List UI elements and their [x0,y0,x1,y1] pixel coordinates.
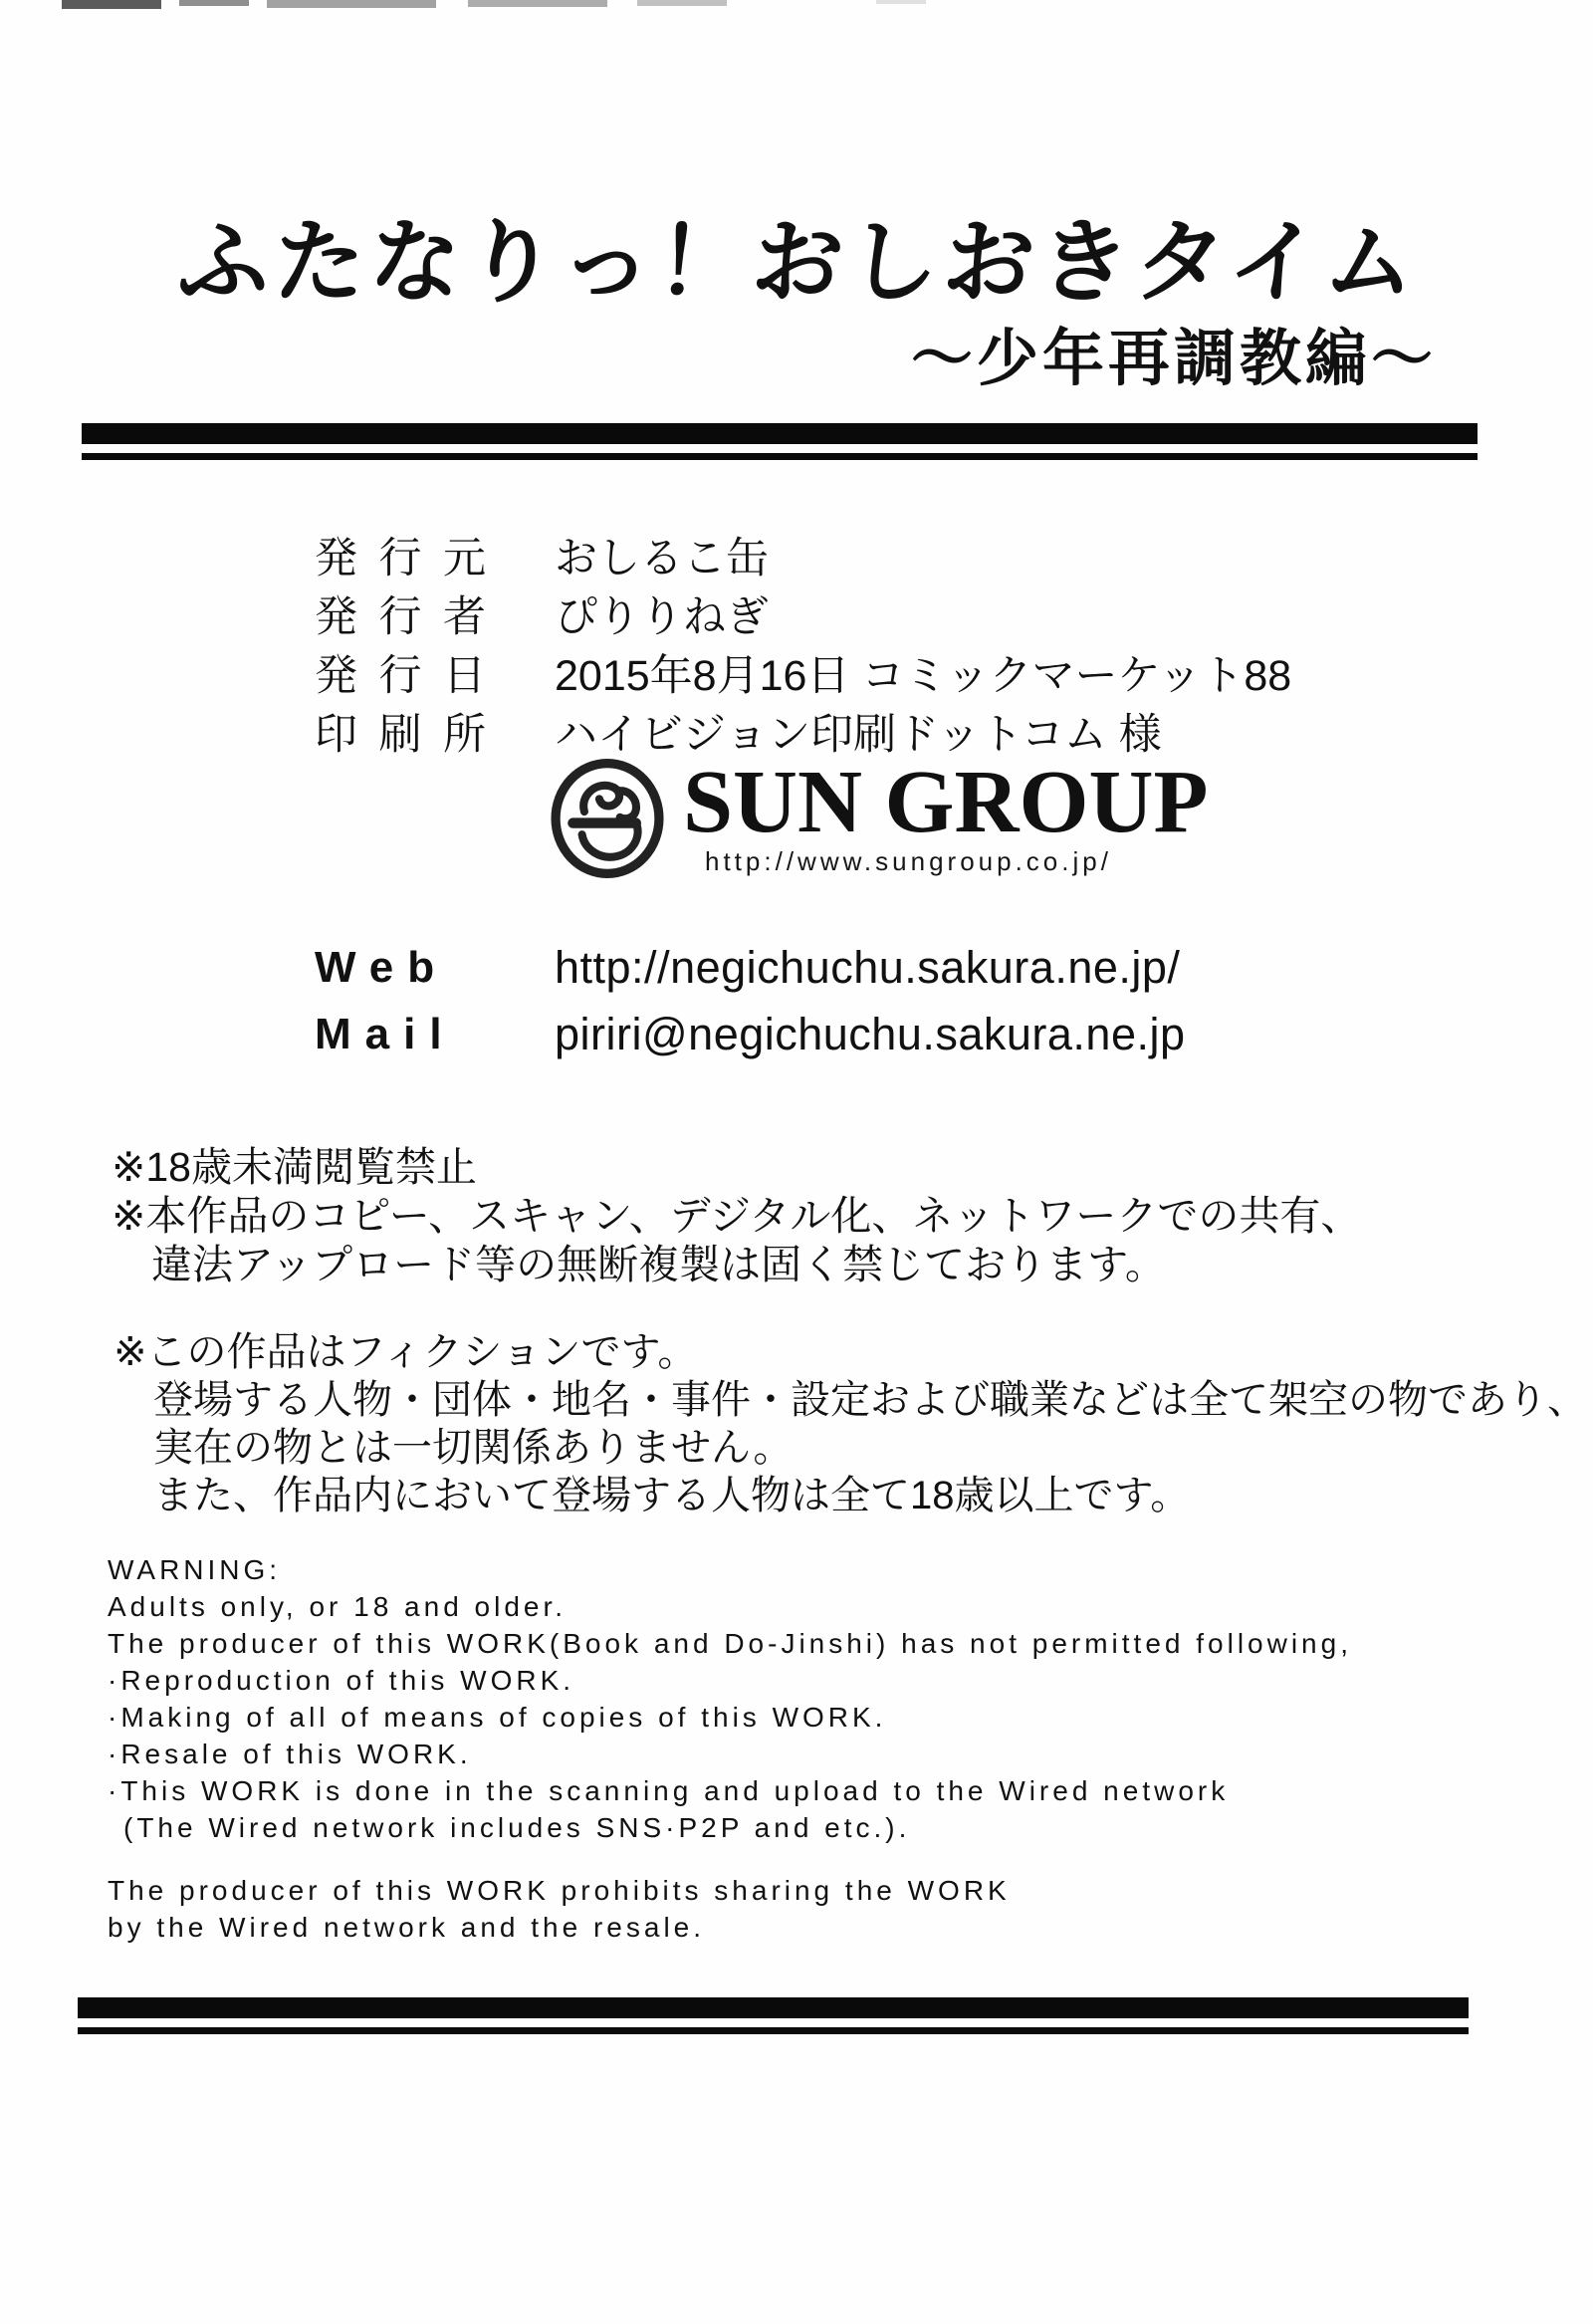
scan-artifact [267,0,436,8]
contact-row-web [315,934,1186,1001]
scan-artifact [62,0,161,9]
notice-line: また、作品内において登場する人物は全て18歳以上です。 [153,1474,1191,1517]
web-label: Web [315,942,449,992]
warning-line: (The Wired network includes SNS·P2P and etc.). [123,1812,911,1843]
publisher-label: 発行元 [315,535,508,582]
sun-group-logo-icon [550,759,665,878]
contact-block [315,934,1186,1067]
colophon-credits [315,526,1291,761]
notice-line: ※本作品のコピー、スキャン、デジタル化、ネットワークでの共有、 [112,1193,1362,1239]
date-label: 発行日 [315,652,508,700]
colophon-row-author [315,584,1291,643]
scan-artifact [179,0,249,6]
mail-address: piriri@negichuchu.sakura.ne.jp [555,1008,1186,1059]
scan-artifact [637,0,727,6]
divider-bar-thin [82,453,1478,460]
warning-line: The producer of this WORK prohibits sharing the WORK [108,1875,1011,1906]
scan-artifact [876,0,926,4]
printer-label: 印刷所 [315,711,508,759]
warning-line: WARNING: [108,1554,282,1585]
colophon-row-date [315,643,1291,702]
notice-line: ※18歳未満閲覧禁止 [112,1144,477,1190]
divider-bar-thick [78,1997,1469,2018]
author-value: ぴりりねぎ [555,593,769,641]
warning-line: ·Reproduction of this WORK. [108,1665,575,1696]
author-label: 発行者 [315,593,508,641]
divider-top [82,423,1478,460]
publisher-value: おしるこ缶 [555,535,769,582]
warning-line: ·This WORK is done in the scanning and upload to the Wired network [108,1775,1230,1806]
mail-label: Mail [315,1009,456,1058]
notice-jp-copyright [112,1143,1361,1289]
warning-line: ·Making of all of means of copies of this WORK. [108,1702,887,1733]
page-title: ふたなりっ！おしおきタイム [174,212,1423,314]
contact-row-mail [315,1001,1186,1067]
colophon-row-publisher [315,526,1291,584]
printer-url: http://www.sungroup.co.jp/ [705,846,1112,877]
notice-jp-fiction [114,1328,1587,1519]
printer-logo-block [550,753,1209,878]
printer-name: SUN GROUP [683,753,1209,851]
notice-line: 登場する人物・団体・地名・事件・設定および職業などは全て架空の物であり、 [153,1378,1587,1422]
printer-value: ハイビジョン印刷ドットコム 様 [555,711,1162,759]
web-url: http://negichuchu.sakura.ne.jp/ [555,941,1181,993]
page-subtitle: ～少年再調教編～ [910,325,1437,393]
warning-line: by the Wired network and the resale. [108,1912,706,1943]
warning-line: The producer of this WORK(Book and Do-Jinshi) has not permitted following, [108,1628,1352,1659]
notice-line: 違法アップロード等の無断複製は固く禁じております。 [151,1242,1166,1287]
notice-line: ※この作品はフィクションです。 [114,1330,698,1374]
divider-bar-thin [78,2027,1469,2034]
warning-line: ·Resale of this WORK. [108,1739,472,1769]
notice-line: 実在の物とは一切関係ありません。 [153,1426,794,1470]
printer-text [683,753,1209,877]
date-value: 2015年8月16日 コミックマーケット88 [555,652,1292,700]
divider-bar-thick [82,423,1478,444]
divider-bottom [78,1997,1469,2034]
warning-line: Adults only, or 18 and older. [108,1591,568,1622]
warning-en-block [108,1551,1352,1846]
scan-artifact [468,0,607,7]
warning-en-closing [108,1872,1011,1946]
